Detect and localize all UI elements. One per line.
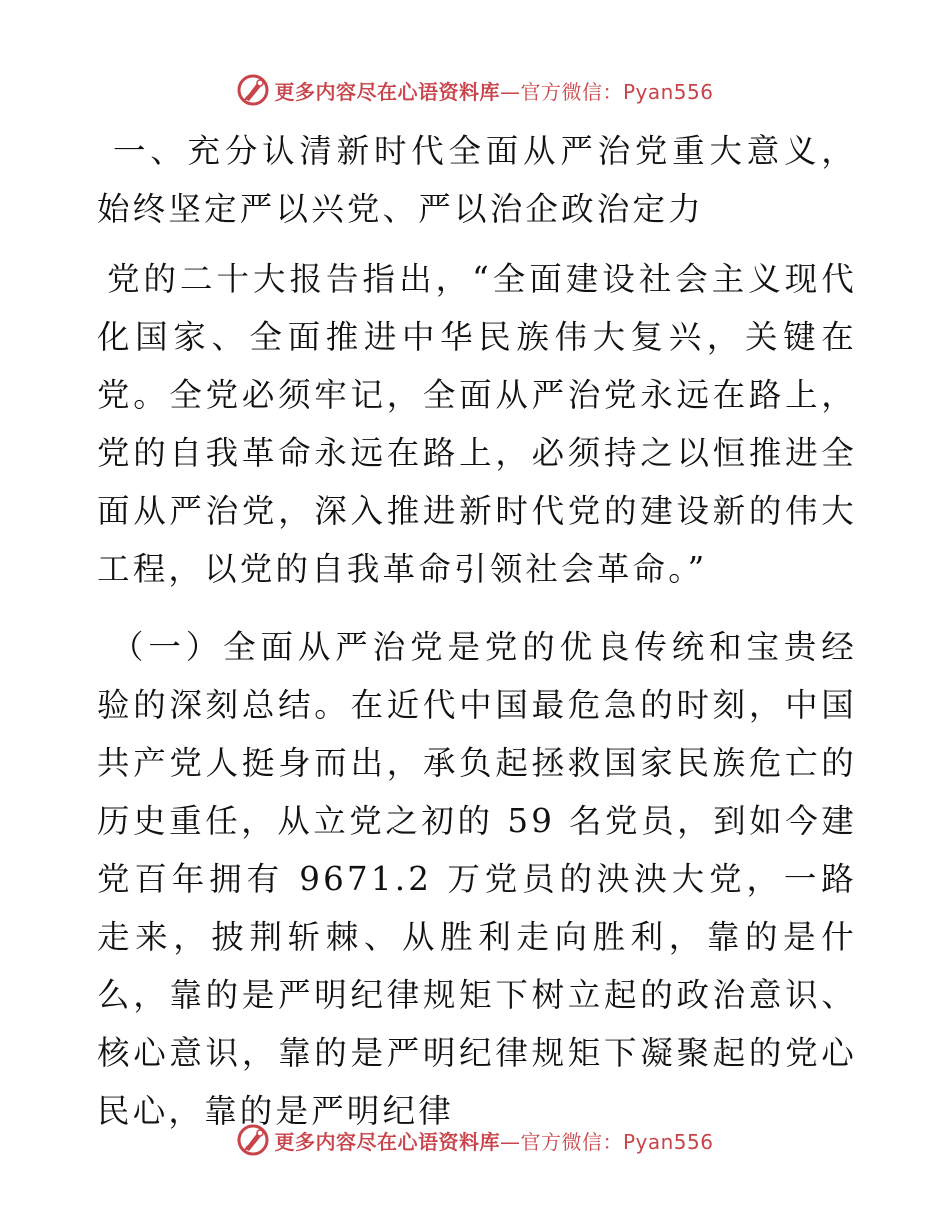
watermark-banner-top	[0, 70, 950, 110]
watermark-contact-text: 官方微信：Pyan556	[520, 1129, 714, 1154]
watermark-main-text: 更多内容尽在心语资料库	[274, 1129, 500, 1154]
section-heading: 一、充分认清新时代全面从严治党重大意义，始终坚定严以兴党、严以治企政治定力	[97, 132, 857, 228]
watermark-banner-bottom	[0, 1120, 950, 1160]
watermark-text	[274, 1126, 713, 1155]
watermark-main-text: 更多内容尽在心语资料库	[274, 79, 500, 104]
watermark-contact-text: 官方微信：Pyan556	[520, 79, 714, 104]
quill-logo-icon	[236, 1123, 270, 1157]
watermark-text	[274, 76, 713, 105]
watermark-separator: —	[499, 79, 521, 104]
document-body	[97, 122, 857, 1140]
paragraph-subsection-one: （一）全面从严治党是党的优良传统和宝贵经验的深刻总结。在近代中国最危急的时刻，中国共产党人挺身而出，承负起拯救国家民族危亡的历史重任，从立党之初的 59 名党员，到如今建党百年拥有 9671.2 万党员的泱泱大党，一路走来，披荆斩棘、从胜利走向胜利，靠的是什么，靠的是严明纪律规矩下树立起的政治意识、核心意识，靠的是严明纪律规矩下凝聚起的党心民心，靠的是严明纪律	[97, 628, 857, 1130]
watermark-separator: —	[499, 1129, 521, 1154]
paragraph-report-quote: 党的二十大报告指出，“全面建设社会主义现代化国家、全面推进中华民族伟大复兴，关键在党。全党必须牢记，全面从严治党永远在路上，党的自我革命永远在路上，必须持之以恒推进全面从严治党，深入推进新时代党的建设新的伟大工程，以党的自我革命引领社会革命。”	[97, 260, 857, 588]
quill-logo-icon	[236, 73, 270, 107]
